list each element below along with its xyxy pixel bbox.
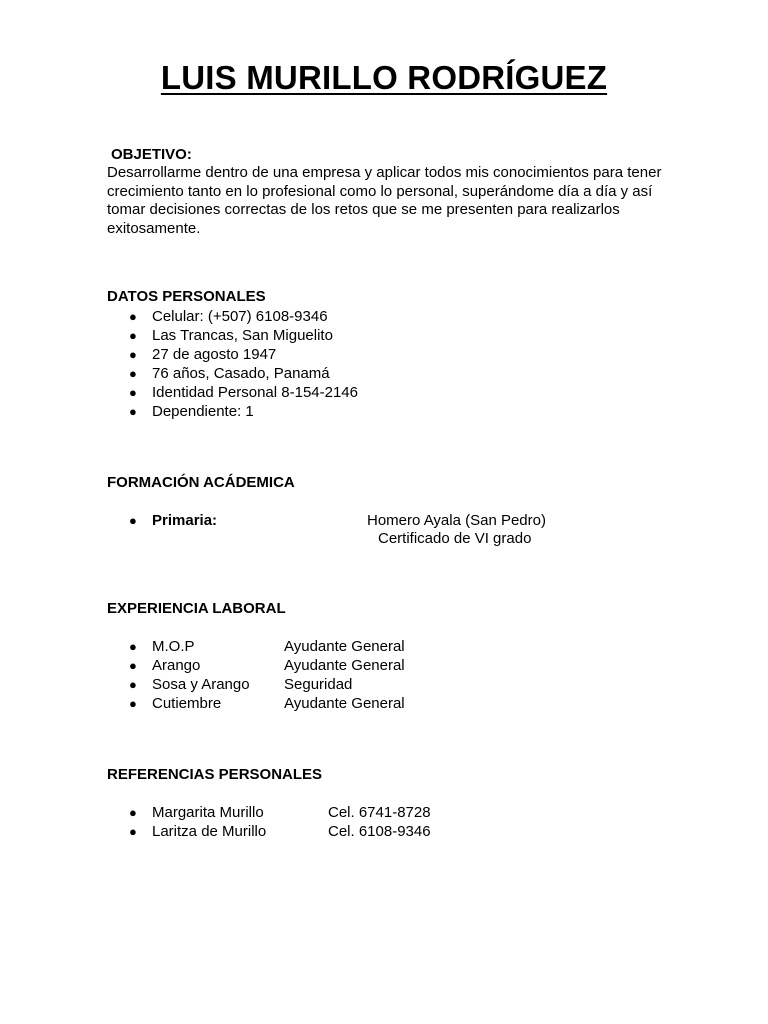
experience-employer: M.O.P xyxy=(152,638,195,655)
personal-data-item: Dependiente: 1 xyxy=(152,403,254,420)
personal-data-item: Celular: (+507) 6108-9346 xyxy=(152,308,328,325)
experience-role: Seguridad xyxy=(284,676,353,693)
reference-phone: Cel. 6108-9346 xyxy=(328,823,431,840)
personal-data-item: Las Trancas, San Miguelito xyxy=(152,327,333,344)
experience-employer: Arango xyxy=(152,657,201,674)
personal-data-item: Identidad Personal 8-154-2146 xyxy=(152,384,358,401)
references-heading: REFERENCIAS PERSONALES xyxy=(107,766,323,783)
bullet-icon: ● xyxy=(129,385,137,400)
bullet-icon: ● xyxy=(129,328,137,343)
experience-role: Ayudante General xyxy=(284,657,405,674)
bullet-icon: ● xyxy=(129,404,137,419)
education-level: Primaria: xyxy=(152,512,218,529)
experience-heading: EXPERIENCIA LABORAL xyxy=(107,600,286,617)
bullet-icon: ● xyxy=(129,366,137,381)
resume-name-title: LUIS MURILLO RODRÍGUEZ xyxy=(160,59,608,96)
objective-text: Desarrollarme dentro de una empresa y aplicar todos mis conocimientos para tener crecimiento tanto en lo profesional como lo personal, superándome día a día y así tomar decisiones correctas de los retos que se me presenten para realizarlos exitosamente. xyxy=(107,164,662,237)
bullet-icon: ● xyxy=(129,639,137,654)
reference-name: Laritza de Murillo xyxy=(152,823,267,840)
bullet-icon: ● xyxy=(129,309,137,324)
experience-role: Ayudante General xyxy=(284,695,405,712)
bullet-icon: ● xyxy=(129,696,137,711)
bullet-icon: ● xyxy=(129,658,137,673)
experience-employer: Sosa y Arango xyxy=(152,676,250,693)
education-certificate: Certificado de VI grado xyxy=(378,530,532,547)
personal-data-item: 27 de agosto 1947 xyxy=(152,346,277,363)
experience-role: Ayudante General xyxy=(284,638,405,655)
education-school: Homero Ayala (San Pedro) xyxy=(367,512,546,529)
objective-heading: OBJETIVO: xyxy=(111,146,192,163)
bullet-icon: ● xyxy=(129,805,137,820)
bullet-icon: ● xyxy=(129,513,137,528)
reference-phone: Cel. 6741-8728 xyxy=(328,804,431,821)
reference-name: Margarita Murillo xyxy=(152,804,264,821)
personal-data-heading: DATOS PERSONALES xyxy=(107,288,266,305)
experience-employer: Cutiembre xyxy=(152,695,222,712)
personal-data-item: 76 años, Casado, Panamá xyxy=(152,365,330,382)
bullet-icon: ● xyxy=(129,677,137,692)
education-heading: FORMACIÓN ACÁDEMICA xyxy=(107,474,295,491)
bullet-icon: ● xyxy=(129,347,137,362)
bullet-icon: ● xyxy=(129,824,137,839)
